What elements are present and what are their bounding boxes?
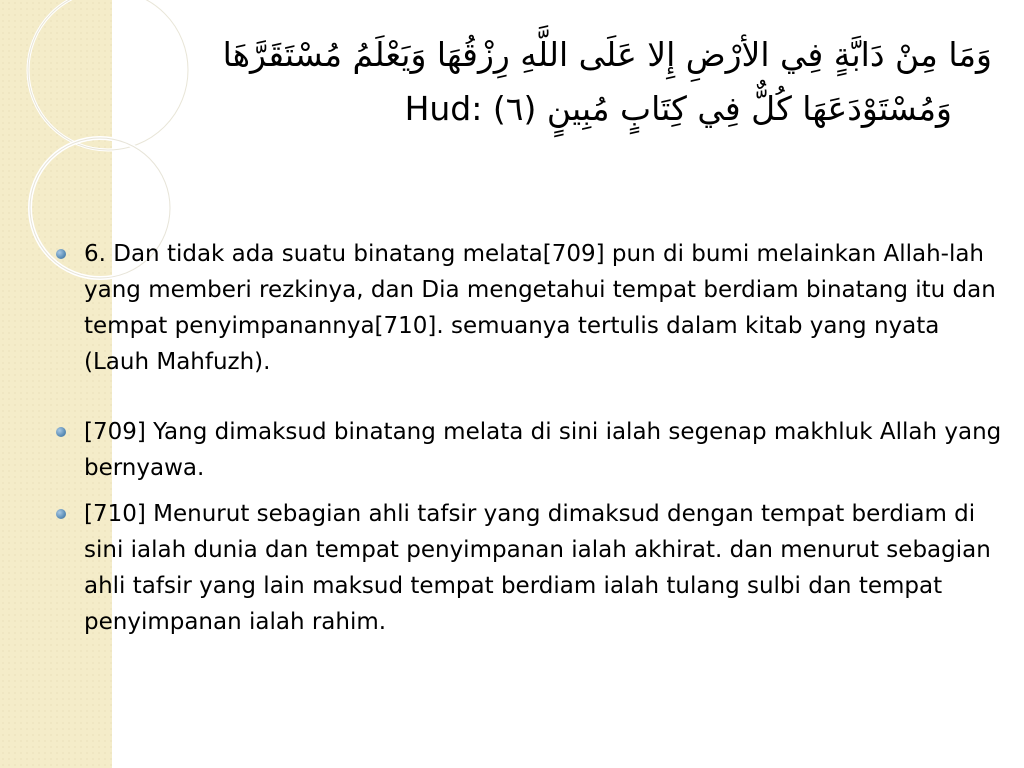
- bullet-item-footnote-710: [54, 496, 1004, 640]
- bullet-item-verse: [54, 236, 1004, 380]
- bullet-dot-icon: [56, 427, 66, 437]
- bullet-list: [54, 236, 1004, 640]
- bullet-dot-icon: [56, 249, 66, 259]
- bullet-text: [709] Yang dimaksud binatang melata di sini ialah segenap makhluk Allah yang bernyawa.: [84, 419, 1002, 481]
- bullet-text: 6. Dan tidak ada suatu binatang melata[709] pun di bumi melainkan Allah-lah yang memberi rezkinya, dan Dia mengetahui tempat berdiam binatang itu dan tempat penyimpanannya[710]. semuanya tertulis dalam kitab yang nyata (Lauh Mahfuzh).: [84, 241, 996, 375]
- bullet-item-footnote-709: [54, 414, 1004, 486]
- title-arabic-line1: وَمَا مِنْ دَابَّةٍ فِي الأرْضِ إِلا عَلَى اللَّهِ رِزْقُهَا وَيَعْلَمُ مُسْتَقَرَّهَا: [222, 35, 992, 74]
- bullet-dot-icon: [56, 509, 66, 519]
- bullet-text: [710] Menurut sebagian ahli tafsir yang dimaksud dengan tempat berdiam di sini ialah dunia dan tempat penyimpanan ialah akhirat. dan menurut sebagian ahli tafsir yang lain maksud tempat berdiam ialah tulang sulbi dan tempat penyimpanan ialah rahim.: [84, 501, 991, 635]
- slide-title: [40, 28, 992, 136]
- surah-label: Hud:: [404, 89, 483, 128]
- title-line2: [40, 82, 992, 136]
- title-arabic-line2: وَمُسْتَوْدَعَهَا كُلٌّ فِي كِتَابٍ مُبِينٍ (٦): [492, 89, 952, 128]
